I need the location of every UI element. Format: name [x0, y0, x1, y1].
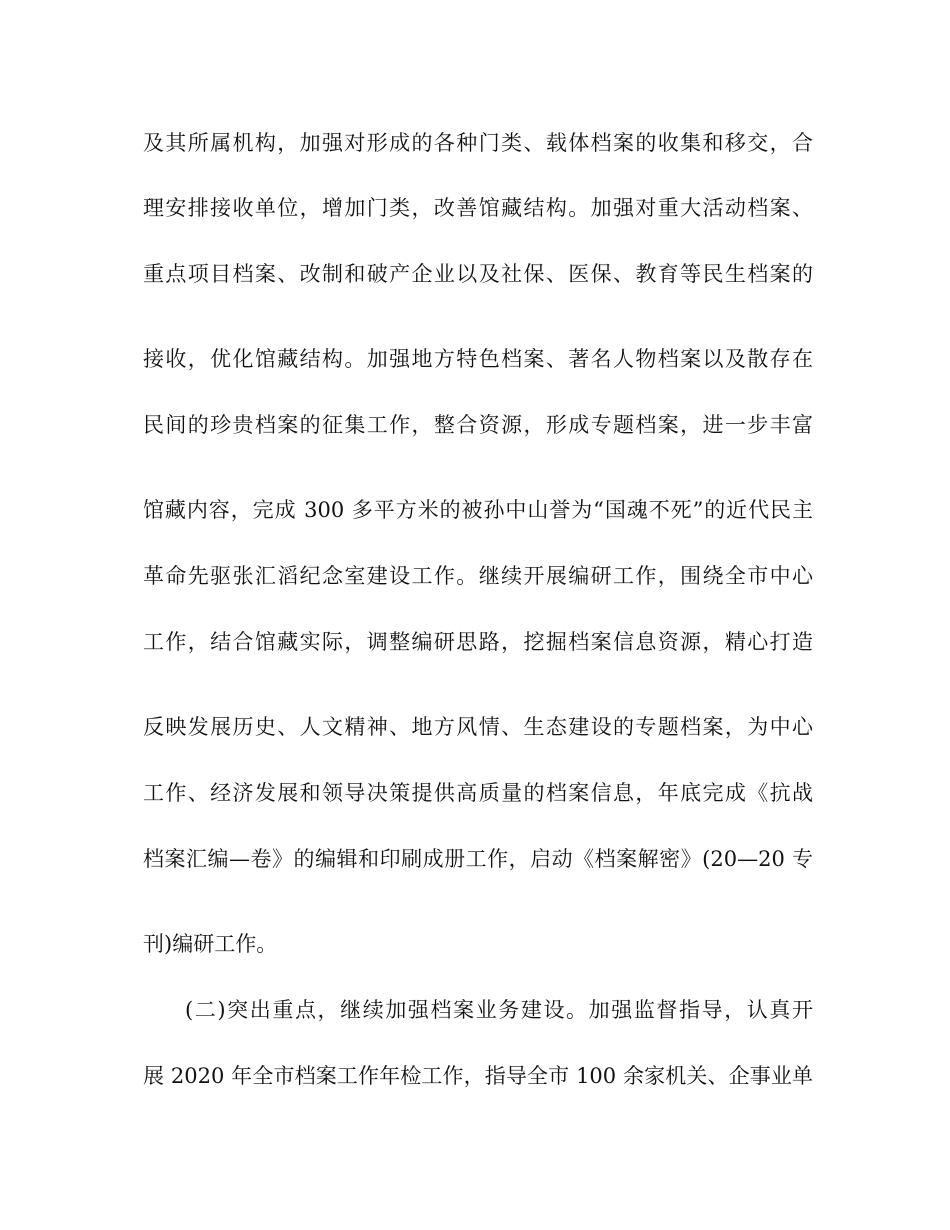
body-text-line: 民间的珍贵档案的征集工作，整合资源，形成专题档案，进一步丰富 [143, 413, 813, 437]
section-heading-line: (二)突出重点，继续加强档案业务建设。加强监督指导，认真开 [185, 998, 813, 1022]
body-text-line: 工作，结合馆藏实际，调整编研思路，挖掘档案信息资源，精心打造 [143, 630, 813, 654]
body-text-line: 接收，优化馆藏结构。加强地方特色档案、著名人物档案以及散存在 [143, 347, 813, 371]
body-text-line: 档案汇编—卷》的编辑和印刷成册工作，启动《档案解密》(20—20 专 [143, 847, 813, 871]
body-text-line: 及其所属机构，加强对形成的各种门类、载体档案的收集和移交，合 [143, 131, 813, 155]
body-text-line: 刊)编研工作。 [143, 932, 278, 956]
body-text-line: 反映发展历史、人文精神、地方风情、生态建设的专题档案，为中心 [143, 715, 813, 739]
body-text-line: 重点项目档案、改制和破产企业以及社保、医保、教育等民生档案的 [143, 262, 813, 286]
body-text-line: 理安排接收单位，增加门类，改善馆藏结构。加强对重大活动档案、 [143, 196, 813, 220]
body-text-line: 工作、经济发展和领导决策提供高质量的档案信息，年底完成《抗战 [143, 781, 813, 805]
body-text-line: 革命先驱张汇滔纪念室建设工作。继续开展编研工作，围绕全市中心 [143, 564, 813, 588]
body-text-line: 馆藏内容，完成 300 多平方米的被孙中山誉为“国魂不死”的近代民主 [143, 498, 813, 522]
body-text-line: 展 2020 年全市档案工作年检工作，指导全市 100 余家机关、企事业单 [143, 1064, 813, 1088]
